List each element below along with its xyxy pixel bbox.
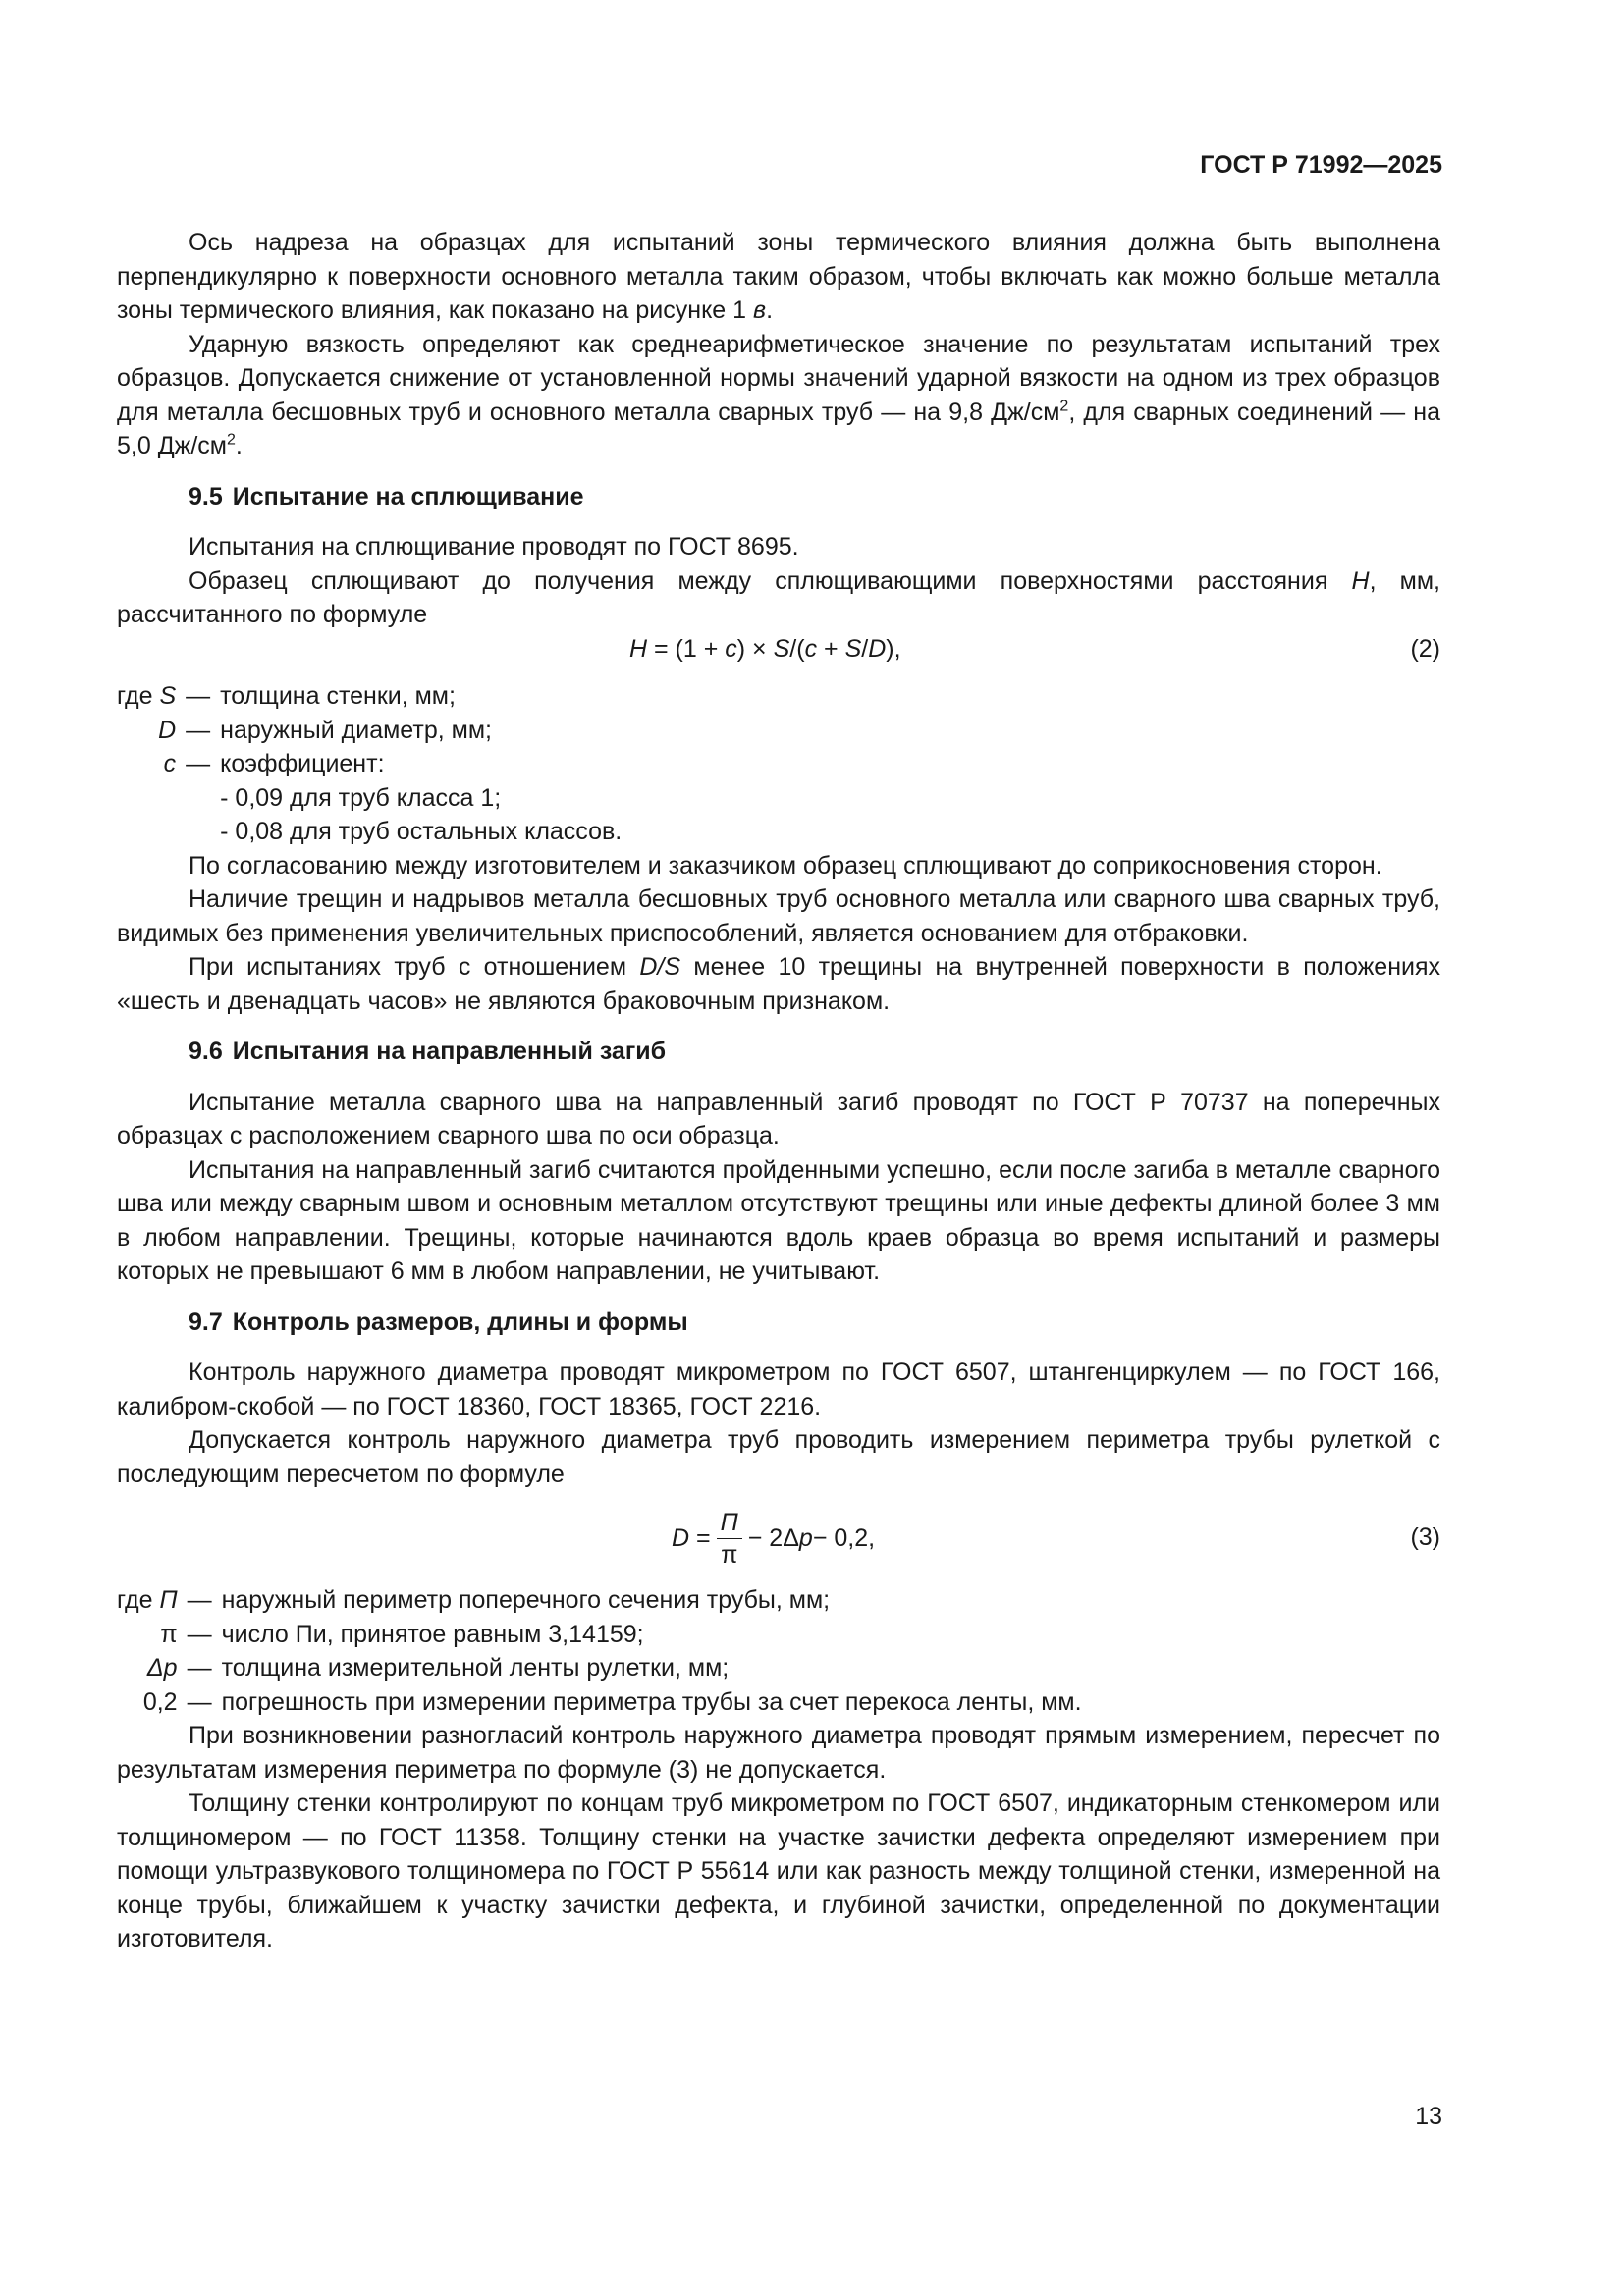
legend-description: погрешность при измерении периметра трубы за счет перекоса ленты, мм. [221,1687,1082,1716]
paragraph [117,564,1440,632]
section-title: Испытание на сплющивание [232,482,584,510]
section-title: Испытания на направленный загиб [232,1038,667,1065]
section-number: 9.5 [189,482,223,510]
legend-description: коэффициент: [220,750,385,777]
page-number: 13 [1415,2103,1442,2130]
paragraph: Испытание металла сварного шва на направленный загиб проводят по ГОСТ Р 70737 на поперечных образцах с расположением сварного шва по оси образца. [117,1088,1440,1149]
standard-header: ГОСТ Р 71992—2025 [1200,151,1442,179]
section-heading-9-6 [117,1035,1440,1069]
legend-description: толщина измерительной ленты рулетки, мм; [221,1654,730,1682]
superscript: 2 [227,431,236,449]
document-body [117,226,1440,1956]
legend-description: толщина стенки, мм; [220,682,456,710]
variable: D/S [639,953,681,981]
legend-symbol: 0,2 — [142,1687,212,1716]
section-heading-9-5 [117,480,1440,514]
formula-expression: D = $\frac{П}{\pi}$ − 2Δ p − 0,2, [672,1508,876,1569]
variable: H [1351,566,1370,595]
legend-subitem: - 0,08 для труб остальных классов. [220,818,623,845]
paragraph-text: Образец сплющивают до получения между сплющивающими поверхностями расстояния [189,566,1328,595]
legend-symbol: Δp — [146,1654,212,1682]
legend-symbol: где S — [117,682,211,710]
formula-number: (3) [1410,1523,1440,1551]
paragraph-text: При испытаниях труб с отношением [189,953,627,981]
formula-number: (2) [1410,634,1440,663]
formula-expression: H = (1 + c) × S/(c + S/D), [629,634,901,663]
paragraph: Наличие трещин и надрывов металла бесшовных труб основного металла или сварного шва сварных труб, видимых без применения увеличительных приспособлений, является основанием для отбраковки. [117,885,1440,947]
legend-subitem: - 0,09 для труб класса 1; [220,783,502,812]
paragraph: При возникновении разногласий контроль наружного диаметра проводят прямым измерением, пересчет по результатам измерения периметра по формуле (3) не допускается. [117,1722,1440,1784]
paragraph: Допускается контроль наружного диаметра труб проводить измерением периметра трубы рулеткой с последующим пересчетом по формуле [117,1426,1440,1488]
section-heading-9-7 [117,1306,1440,1340]
paragraph: Испытания на сплющивание проводят по ГОСТ 8695. [189,533,799,561]
superscript: 2 [1059,398,1069,415]
legend-symbol: D — [158,716,211,744]
paragraph-text: менее 10 трещины на внутренней поверхности в положениях «шесть и двенадцать часов» не являются браковочным признаком. [117,953,1441,1015]
paragraph: Испытания на направленный загиб считаются пройденными успешно, если после загиба в металле сварного шва или между сварным швом и основным металлом отсутствуют трещины или иные дефекты длиной более 3 мм в любом направлении. Трещины, которые начинаются вдоль краев образца во время испытаний и размеры которых не превышают 6 мм в любом направлении, не учитывают. [117,1155,1440,1285]
fraction: $\frac{П}{\pi}$ [717,1507,742,1571]
paragraph: По согласованию между изготовителем и заказчиком образец сплющивают до соприкосновения сторон. [189,851,1382,880]
paragraph: Ось надреза на образцах для испытаний зоны термического влияния должна быть выполнена перпендикулярно к поверхности основного металла таким образом, чтобы включать как можно больше металла зоны термического влияния, как показано на рисунке 1 в. [117,229,1440,324]
paragraph-text: Ударную вязкость определяют как среднеарифметическое значение по результатам испытаний трех образцов. Допускается снижение от установленной нормы значений ударной вязкости на одном из трех образцов для металла бесшовных труб и основного металла сварных труб — на 9,8 Дж/см [117,330,1440,426]
section-title: Контроль размеров, длины и формы [232,1308,688,1336]
paragraph-text: , для сварных соединений — на 5,0 Дж/см [117,398,1440,459]
legend-description: наружный диаметр, мм; [220,716,492,744]
formula-3 [117,1499,1440,1577]
paragraph-text: . [235,432,243,459]
figure-ref: в [753,296,767,324]
section-number: 9.6 [189,1038,223,1065]
legend-symbol: где П — [117,1586,212,1614]
paragraph [117,950,1440,1018]
paragraph-text: , мм, рассчитанного по формуле [117,566,1440,628]
variable-legend [117,679,1440,849]
paragraph: Толщину стенки контролируют по концам труб микрометром по ГОСТ 6507, индикаторным стенкомером или толщиномером — по ГОСТ 11358. Толщину стенки на участке зачистки дефекта определяют измерением при помощи ультразвукового толщиномера по ГОСТ Р 55614 или как разность между толщиной стенки, измеренной на конце трубы, ближайшем к участку зачистки дефекта, и глубиной зачистки, определенной по документации изготовителя. [117,1789,1440,1952]
legend-symbol: π — [160,1620,212,1648]
section-number: 9.7 [189,1308,223,1336]
legend-description: наружный периметр поперечного сечения трубы, мм; [221,1586,831,1614]
formula-2 [117,632,1440,667]
legend-description: число Пи, принятое равным 3,14159; [221,1620,644,1648]
legend-symbol: c — [163,750,211,777]
paragraph [117,328,1440,463]
variable-legend [117,1583,1440,1719]
paragraph-text: Ось надреза на образцах для испытаний зоны термического влияния должна быть выполнена перпендикулярно к поверхности основного металла таким образом, чтобы включать как можно больше металла зоны термического влияния, как показано на рисунке 1 [117,229,1440,324]
paragraph: Контроль наружного диаметра проводят микрометром по ГОСТ 6507, штангенциркулем — по ГОСТ 166, калибром-скобой — по ГОСТ 18360, ГОСТ 18365, ГОСТ 2216. [117,1359,1440,1420]
